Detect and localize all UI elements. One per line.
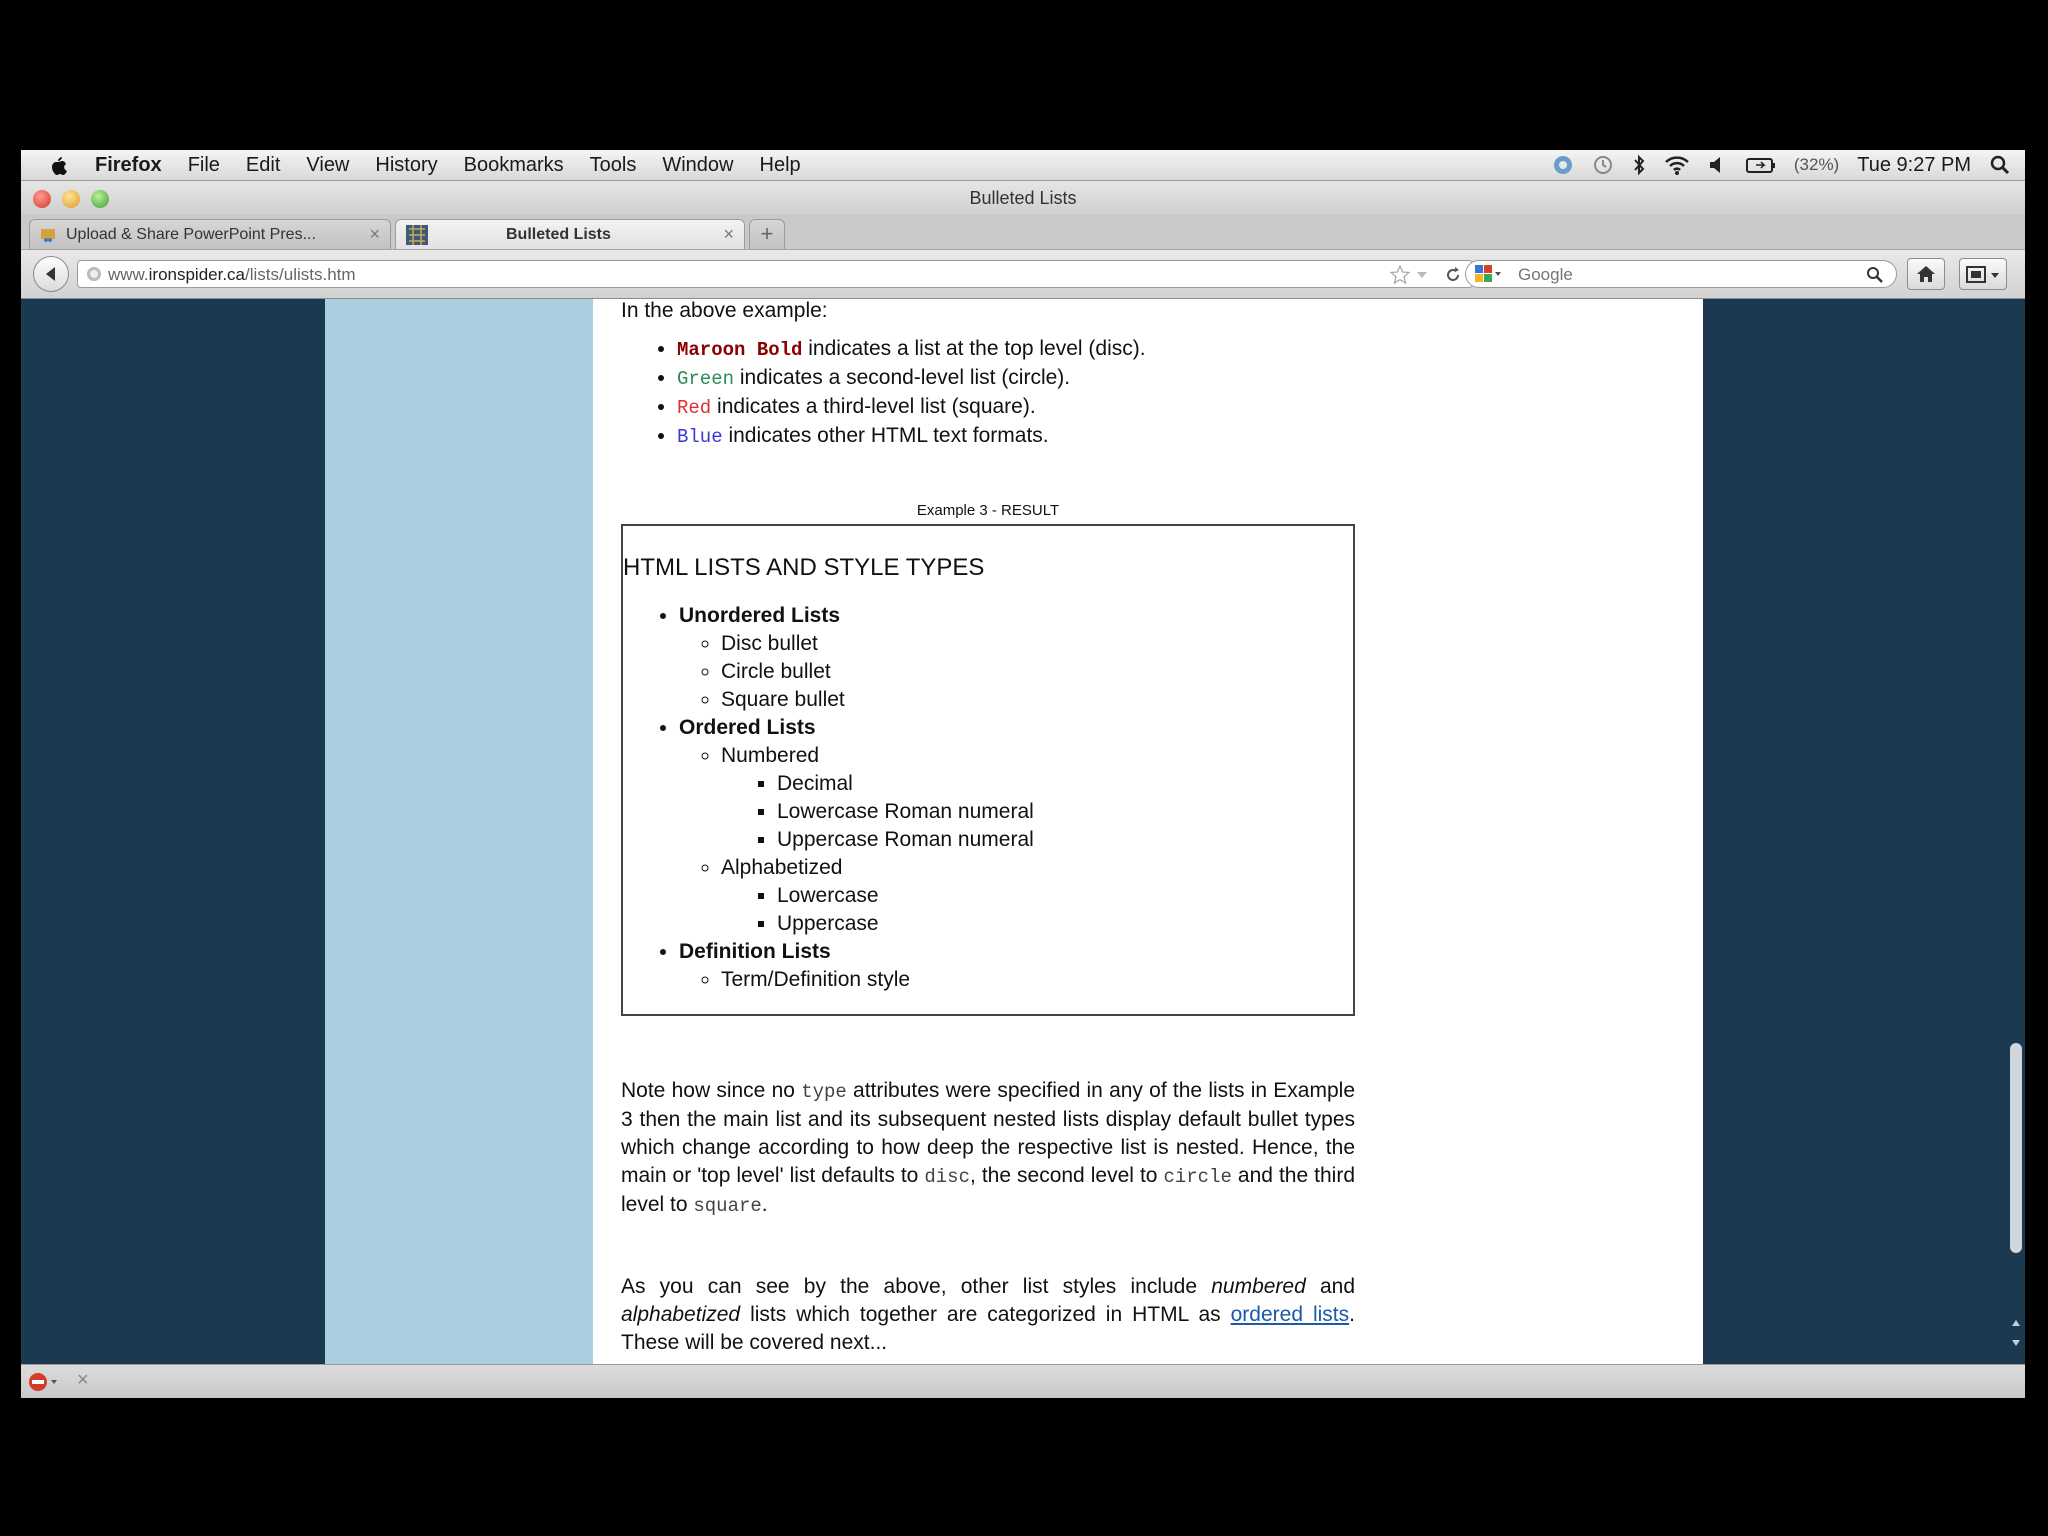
reload-icon[interactable] (1444, 266, 1462, 284)
vertical-scrollbar[interactable] (2007, 299, 2025, 1364)
list-item: ◦ Term/Definition style (721, 966, 1034, 994)
legend-text: indicates a list at the top level (disc). (802, 337, 1146, 360)
ironspider-favicon-icon (406, 225, 428, 245)
example-caption: Example 3 - RESULT (916, 502, 1060, 519)
home-icon (1916, 265, 1936, 283)
menu-view[interactable]: View (306, 153, 350, 176)
list-item: ◦ Square bullet (721, 686, 1034, 714)
legend-text: indicates other HTML text formats. (722, 424, 1049, 447)
nested-list (679, 630, 1034, 714)
adblock-icon[interactable] (27, 1371, 61, 1393)
tab-label: Upload & Share PowerPoint Pres... (66, 226, 316, 243)
text-run: and (1305, 1275, 1355, 1298)
url-domain: ironspider.ca (148, 265, 246, 284)
nested-list (679, 966, 1034, 994)
example-heading: HTML LISTS AND STYLE TYPES (623, 554, 985, 581)
example-list (623, 602, 1034, 994)
search-icon[interactable] (1866, 266, 1884, 284)
url-bar[interactable] (77, 260, 1473, 288)
search-input[interactable] (1516, 264, 1840, 286)
navigation-toolbar (21, 250, 2025, 299)
legend-text: indicates a third-level list (square). (711, 395, 1036, 418)
dropdown-arrow-icon[interactable] (1416, 271, 1428, 279)
intro-text: In the above example: (621, 299, 828, 322)
spotlight-search-icon[interactable] (1989, 154, 2011, 176)
menu-clock[interactable]: Tue 9:27 PM (1857, 153, 1971, 176)
close-tab-icon[interactable]: × (369, 224, 380, 244)
bluetooth-icon[interactable] (1632, 154, 1646, 176)
legend-code-maroon: Maroon Bold (677, 339, 803, 361)
tab-bulleted-lists[interactable] (395, 219, 745, 249)
new-tab-button[interactable] (749, 219, 785, 249)
menu-history[interactable]: History (375, 153, 438, 176)
list-item (721, 742, 1034, 854)
text-run: . (761, 1193, 768, 1216)
menu-window[interactable]: Window (662, 153, 734, 176)
scroll-up-arrow-icon[interactable] (2011, 1319, 2021, 1327)
left-sidebar-column (325, 299, 593, 1364)
nested-list (721, 882, 1034, 938)
tab-label: Bulleted Lists (506, 226, 611, 243)
volume-icon[interactable] (1708, 154, 1728, 176)
list-item (679, 602, 1034, 714)
plus-icon: + (760, 221, 774, 246)
list-item-label: Ordered Lists (679, 716, 816, 739)
status-bar (21, 1364, 2025, 1398)
text-run: attributes were specified in any of the lists in Example 3 then the main list and its subsequent nested lists display default bullet types which change according to how deep the respective list is nested. Hence, the main or 'top level' list defaults to (621, 1079, 1355, 1187)
list-item: ▪ Lowercase (777, 882, 1034, 910)
list-item (679, 938, 1034, 994)
page-viewport[interactable] (21, 299, 2025, 1364)
legend-item (677, 335, 1146, 364)
legend-item (677, 393, 1146, 422)
list-item-label: Unordered Lists (679, 604, 841, 627)
apple-icon[interactable] (47, 154, 69, 176)
close-addon-bar-icon[interactable]: × (77, 1369, 89, 1391)
list-item: ▪ Uppercase (777, 910, 1034, 938)
example-result-box (621, 524, 1355, 1016)
text-run: Note how since no (621, 1079, 802, 1102)
tab-upload-share[interactable] (29, 219, 391, 249)
menu-extras (1552, 150, 2011, 180)
nested-list (721, 770, 1034, 854)
battery-icon[interactable] (1746, 154, 1776, 176)
emphasis-run: numbered (1211, 1275, 1306, 1298)
battery-percent: (32%) (1793, 155, 1840, 174)
menu-help[interactable]: Help (759, 153, 801, 176)
url-text[interactable] (108, 265, 356, 285)
window-title: Bulleted Lists (969, 188, 1077, 208)
ordered-lists-link[interactable]: ordered lists (1230, 1303, 1350, 1326)
scroll-down-arrow-icon[interactable] (2011, 1339, 2021, 1347)
list-item: ◦ Disc bullet (721, 630, 1034, 658)
closing-paragraph (621, 1273, 1355, 1357)
bookmarks-menu-icon (1966, 266, 2000, 284)
list-item (721, 854, 1034, 938)
back-button[interactable] (33, 256, 69, 292)
code-run: type (801, 1081, 847, 1103)
mac-screen (21, 150, 2025, 1398)
menu-app-firefox[interactable]: Firefox (95, 153, 162, 176)
list-item: ▪ Uppercase Roman numeral (777, 826, 1034, 854)
emphasis-run: alphabetized (621, 1303, 741, 1326)
url-prefix: www. (108, 265, 149, 284)
legend-code-green: Green (677, 368, 735, 390)
url-path: /lists/ulists.htm (245, 265, 356, 284)
menu-bookmarks[interactable]: Bookmarks (463, 153, 564, 176)
note-paragraph (621, 1077, 1355, 1220)
search-bar[interactable] (1465, 260, 1897, 288)
text-run: As you can see by the above, other list styles include (621, 1275, 1212, 1298)
google-engine-icon[interactable] (1474, 264, 1504, 284)
list-item-label: Definition Lists (679, 940, 831, 963)
list-item-label: Alphabetized (721, 856, 843, 879)
text-run: , the second level to (969, 1164, 1164, 1187)
sync-icon[interactable] (1552, 154, 1574, 176)
back-arrow-icon (42, 265, 60, 283)
legend-code-red: Red (677, 397, 712, 419)
menu-file[interactable]: File (187, 153, 220, 176)
slideshare-favicon-icon (40, 227, 56, 243)
legend-item (677, 422, 1146, 451)
code-run: circle (1163, 1166, 1232, 1188)
text-run: lists which together are categorized in HTML as (740, 1303, 1231, 1326)
bookmark-star-icon[interactable] (1390, 265, 1410, 285)
list-item: ▪ Decimal (777, 770, 1034, 798)
scrollbar-thumb[interactable] (2010, 1043, 2022, 1253)
menu-bar (21, 150, 2025, 181)
list-item: ◦ Circle bullet (721, 658, 1034, 686)
code-run: square (693, 1195, 762, 1217)
article-page (593, 299, 1703, 1364)
close-tab-icon[interactable]: × (723, 224, 734, 244)
legend-text: indicates a second-level list (circle). (734, 366, 1071, 389)
tab-bar (21, 215, 2025, 250)
legend-code-blue: Blue (677, 426, 723, 448)
menu-tools[interactable]: Tools (589, 153, 637, 176)
legend-item (677, 364, 1146, 393)
nested-list (679, 742, 1034, 938)
window-title-bar[interactable] (21, 181, 2025, 215)
list-item: ▪ Lowercase Roman numeral (777, 798, 1034, 826)
site-identity-icon[interactable] (86, 266, 102, 282)
home-button[interactable] (1907, 258, 1945, 290)
color-legend-list (621, 335, 1146, 451)
list-item (679, 714, 1034, 938)
time-machine-icon[interactable] (1592, 154, 1614, 176)
bookmarks-menu-button[interactable] (1959, 258, 2007, 290)
text-run: and the third level to (621, 1164, 1355, 1216)
code-run: disc (924, 1166, 970, 1188)
text-run: . These will be covered next... (621, 1303, 1355, 1354)
list-item-label: Numbered (721, 744, 820, 767)
menu-edit[interactable]: Edit (245, 153, 281, 176)
wifi-icon[interactable] (1664, 154, 1690, 176)
